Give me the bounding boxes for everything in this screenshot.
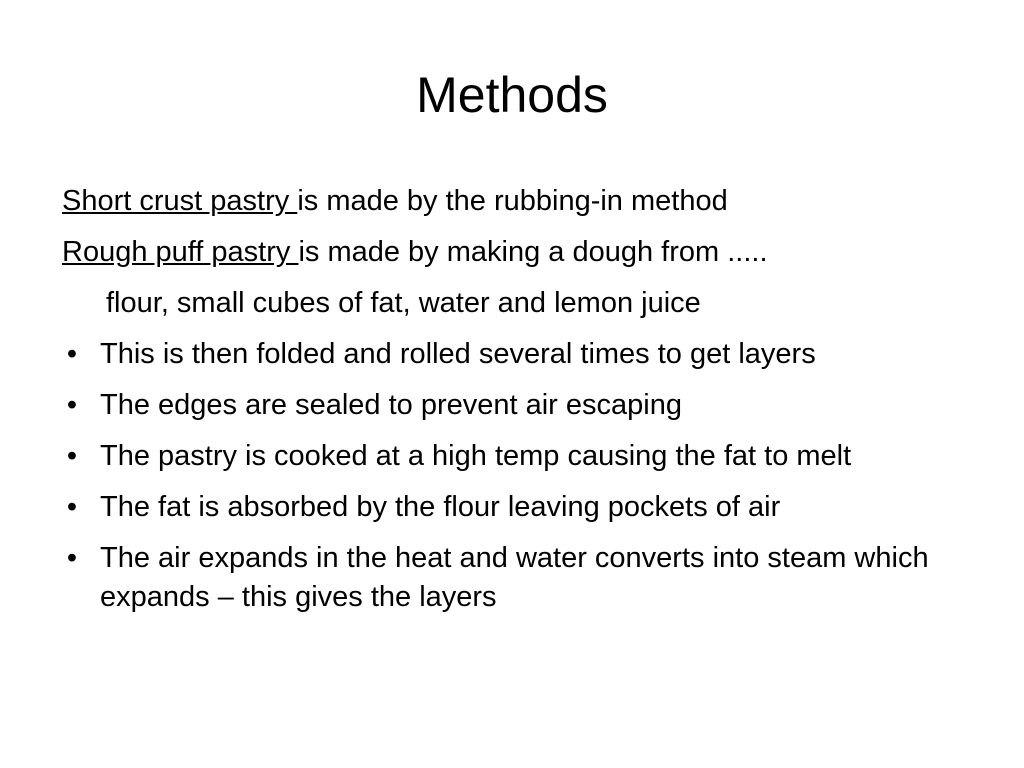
paragraph-short-crust <box>62 182 982 221</box>
bullet-dot-icon: • <box>66 440 78 472</box>
bullet-dot-icon: • <box>66 389 78 421</box>
paragraph-text: is made by making a dough from ..... <box>298 236 768 268</box>
bullet-text: The pastry is cooked at a high temp causing the fat to melt <box>100 440 852 472</box>
bullet-item <box>62 386 982 425</box>
bullet-item <box>62 437 982 476</box>
slide-body <box>62 182 982 629</box>
bullet-text: The fat is absorbed by the flour leaving pockets of air <box>100 491 781 523</box>
term-rough-puff-pastry: Rough puff pastry <box>62 236 299 268</box>
paragraph-text: is made by the rubbing-in method <box>297 185 728 217</box>
bullet-dot-icon: • <box>66 338 78 370</box>
slide-title: Methods <box>416 67 608 123</box>
bullet-list <box>62 335 982 617</box>
bullet-item <box>62 335 982 374</box>
paragraph-rough-puff <box>62 233 982 272</box>
bullet-dot-icon: • <box>66 542 78 574</box>
bullet-item <box>62 539 982 617</box>
bullet-item <box>62 488 982 527</box>
bullet-dot-icon: • <box>66 491 78 523</box>
bullet-text: The edges are sealed to prevent air escaping <box>100 389 682 421</box>
bullet-text: This is then folded and rolled several times to get layers <box>100 338 816 370</box>
term-short-crust-pastry: Short crust pastry <box>62 185 298 217</box>
paragraph-ingredients: flour, small cubes of fat, water and lemon juice <box>106 287 701 319</box>
bullet-text: The air expands in the heat and water converts into steam which expands – this gives the layers <box>100 542 929 613</box>
